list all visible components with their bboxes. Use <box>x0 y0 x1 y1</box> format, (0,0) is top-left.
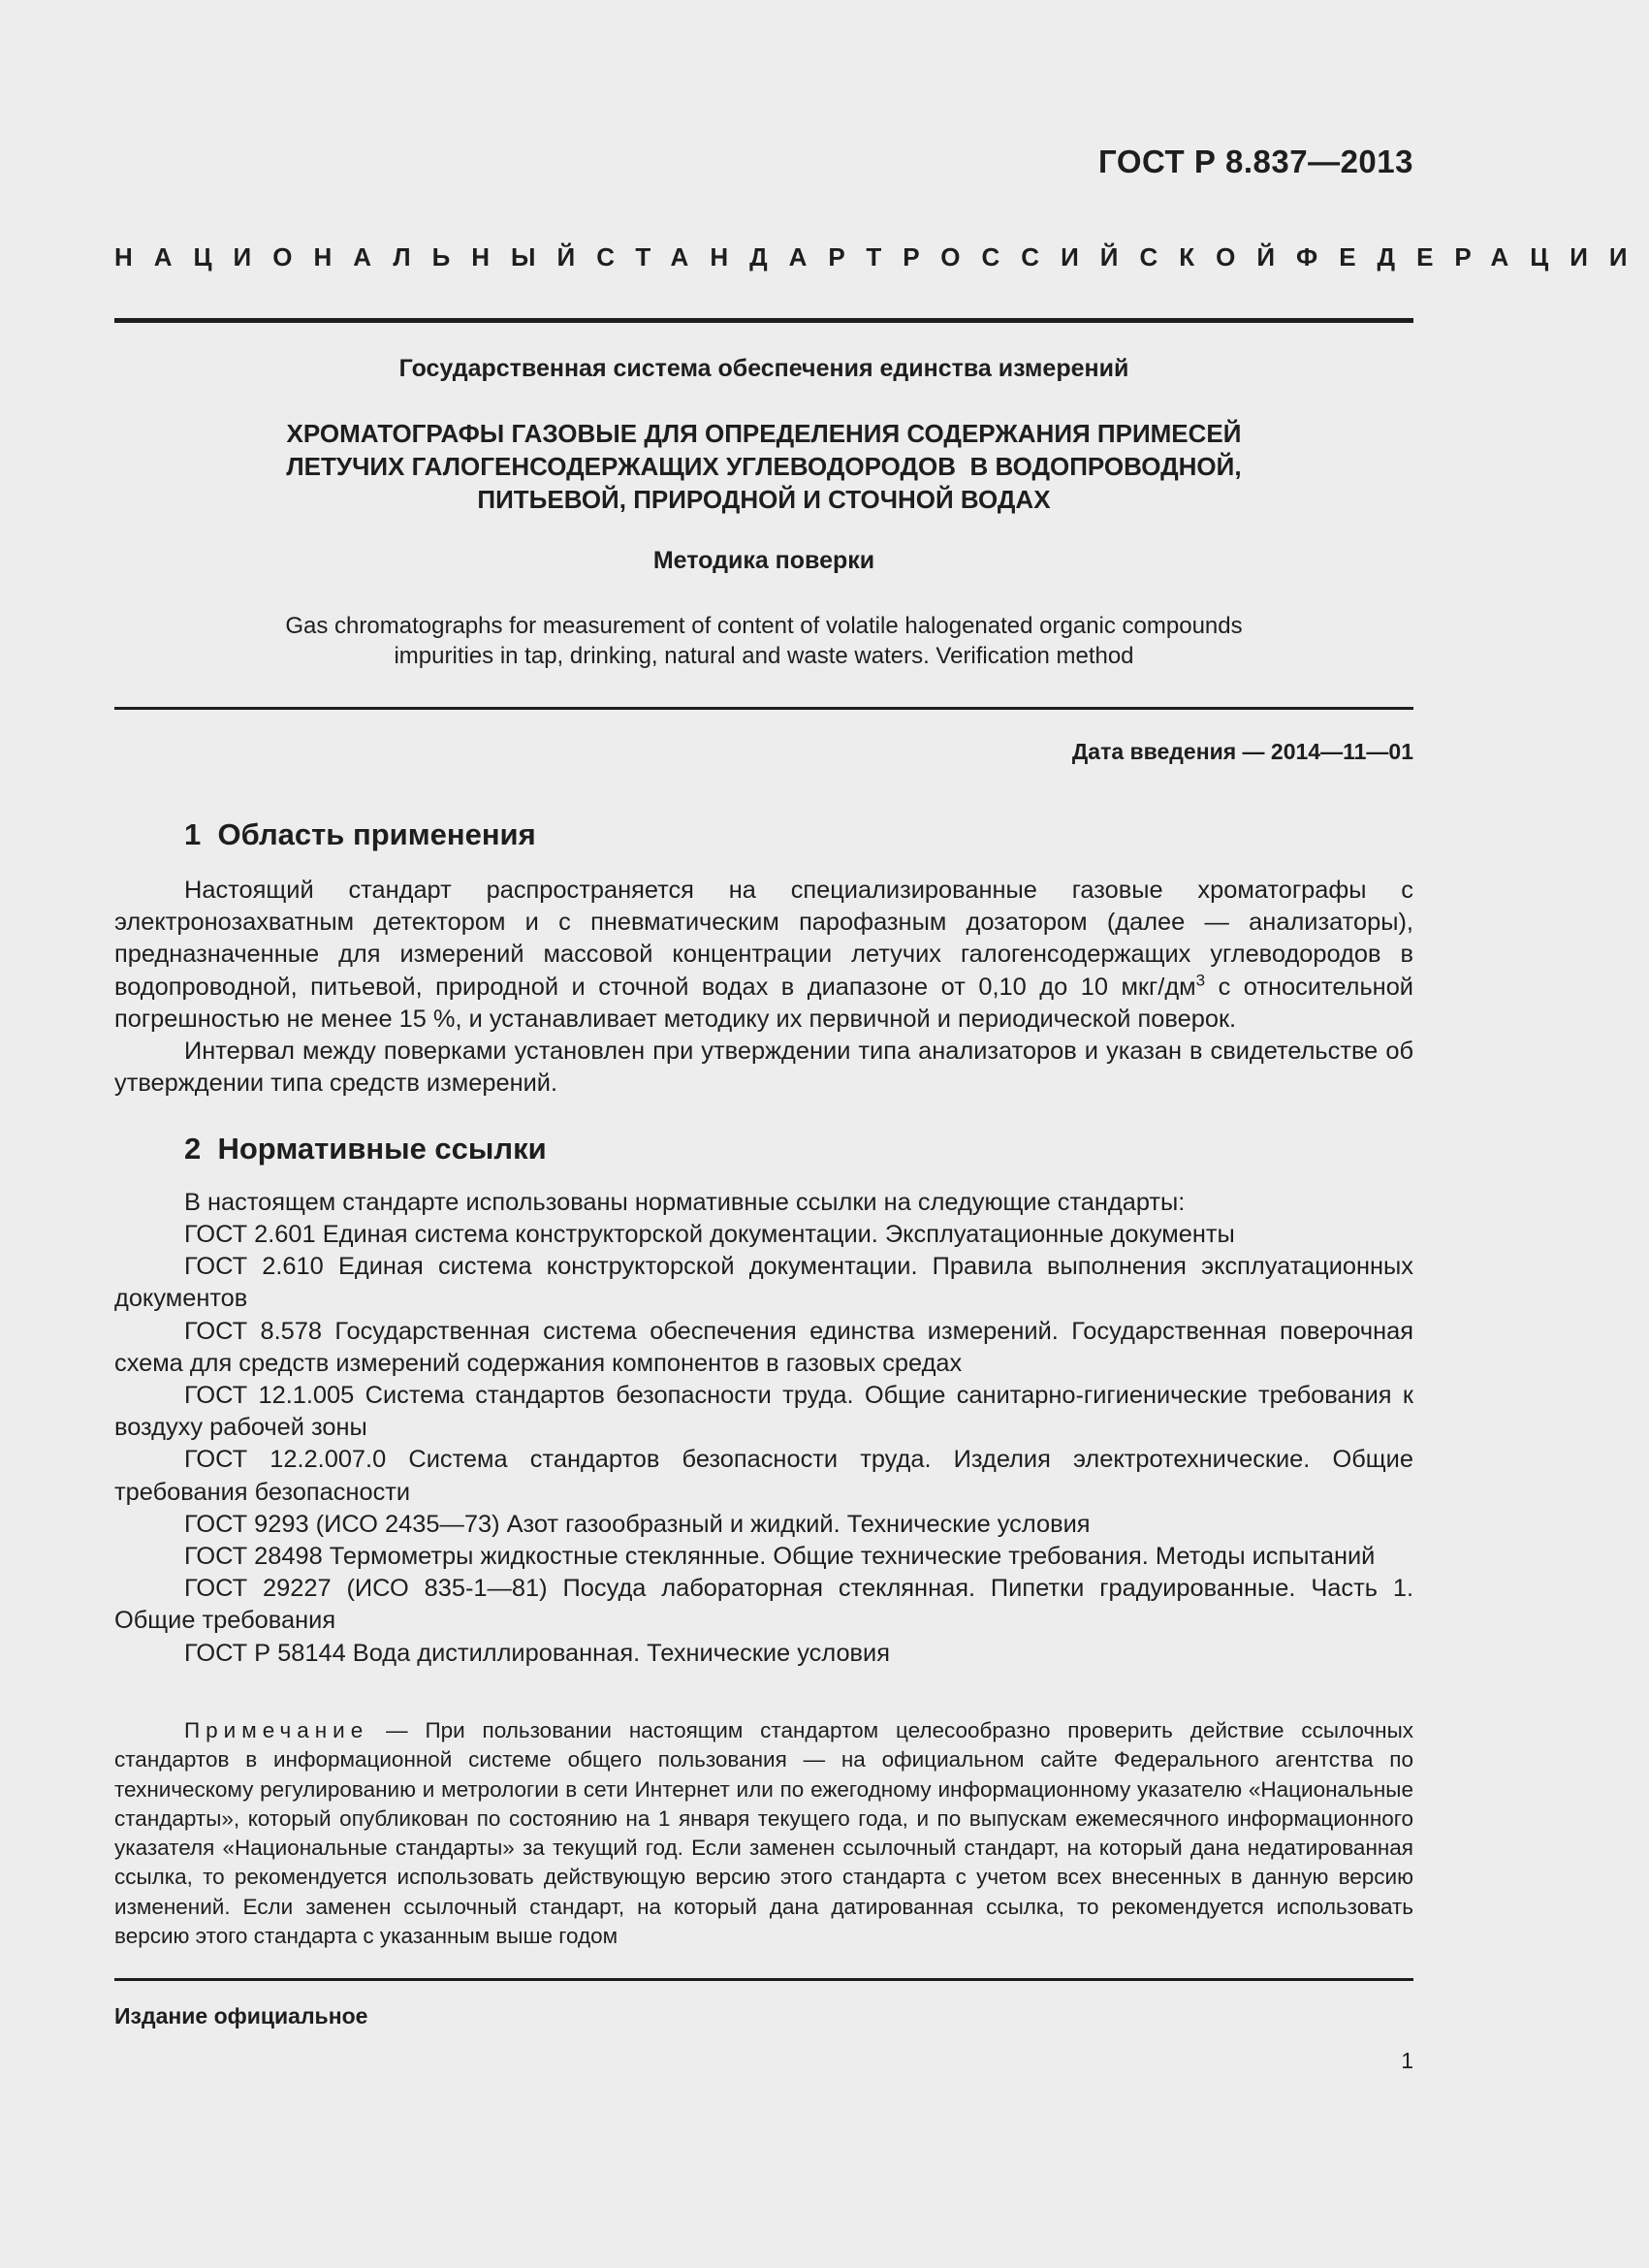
main-title-line: ЛЕТУЧИХ ГАЛОГЕНСОДЕРЖАЩИХ УГЛЕВОДОРОДОВ В ВОДОПРОВОДНОЙ, <box>286 452 1242 481</box>
banner-word: СТАНДАРТ <box>596 242 904 272</box>
main-title-line: ПИТЬЕВОЙ, ПРИРОДНОЙ И СТОЧНОЙ ВОДАХ <box>477 485 1051 514</box>
section-1-paragraph <box>114 875 1413 1036</box>
reference-item: ГОСТ 12.2.007.0 Система стандартов безопасности труда. Изделия электротехнические. Общие требования безопасности <box>114 1446 1413 1506</box>
main-title <box>114 417 1413 516</box>
section-2-heading: 2 Нормативные ссылки <box>184 1132 547 1166</box>
title-divider <box>114 707 1413 710</box>
reference-item: ГОСТ 28498 Термометры жидкостные стеклянные. Общие технические требования. Методы испытаний <box>184 1543 1376 1571</box>
national-standard-banner <box>114 242 1649 272</box>
english-title-line: impurities in tap, drinking, natural and waste waters. Verification method <box>394 643 1134 669</box>
paragraph-text: с относительной погрешностью не менее 15 %, и устанавливает методику их первичной и периодической поверок. <box>114 973 1413 1033</box>
banner-word: РОССИЙСКОЙ <box>903 242 1297 272</box>
document-number: ГОСТ Р 8.837—2013 <box>1098 144 1413 179</box>
reference-item: ГОСТ 9293 (ИСО 2435—73) Азот газообразный и жидкий. Технические условия <box>184 1510 1091 1538</box>
document-page <box>114 0 1649 2268</box>
method-subtitle: Методика поверки <box>652 547 875 574</box>
reference-item: ГОСТ 29227 (ИСО 835-1—81) Посуда лабораторная стеклянная. Пипетки градуированные. Часть 1. Общие требования <box>114 1575 1413 1635</box>
reference-item: ГОСТ Р 58144 Вода дистиллированная. Технические условия <box>184 1639 890 1667</box>
references-intro: В настоящем стандарте использованы нормативные ссылки на следующие стандарты: <box>184 1189 1186 1216</box>
english-title <box>114 611 1413 671</box>
references-list <box>114 1219 1413 1670</box>
section-1-heading: 1 Область применения <box>184 817 536 851</box>
page-number: 1 <box>1401 2048 1413 2073</box>
section-1-paragraph: Интервал между поверками установлен при утверждении типа анализаторов и указан в свидетельстве об утверждении типа средств измерений. <box>114 1038 1413 1098</box>
paragraph-text: Настоящий стандарт распространяется на специализированные газовые хроматографы с электронозахватным детектором и с пневматическим парофазным дозатором (далее — анализаторы), предназначенные для измерений массовой концентрации летучих галогенсодержащих углеводородов в водопроводной, питьевой, природной и сточной водах в диапазоне от 0,10 до 10 мкг/дм <box>114 877 1413 1001</box>
official-edition-label: Издание официальное <box>114 2003 368 2028</box>
header-divider <box>114 318 1413 323</box>
main-title-line: ХРОМАТОГРАФЫ ГАЗОВЫЕ ДЛЯ ОПРЕДЕЛЕНИЯ СОДЕРЖАНИЯ ПРИМЕСЕЙ <box>286 419 1242 448</box>
reference-item: ГОСТ 12.1.005 Система стандартов безопасности труда. Общие санитарно-гигиенические требования к воздуху рабочей зоны <box>114 1382 1413 1442</box>
banner-word: ФЕДЕРАЦИИ <box>1296 242 1649 272</box>
note-label: Примечание <box>184 1718 369 1742</box>
superscript: 3 <box>1195 971 1206 990</box>
reference-item: ГОСТ 2.601 Единая система конструкторской документации. Эксплуатационные документы <box>184 1221 1235 1248</box>
reference-item: ГОСТ 8.578 Государственная система обеспечения единства измерений. Государственная поверочная схема для средств измерений содержания компонентов в газовых средах <box>114 1317 1413 1377</box>
reference-item: ГОСТ 2.610 Единая система конструкторской документации. Правила выполнения эксплуатационных документов <box>114 1253 1413 1313</box>
note-text: — При пользовании настоящим стандартом целесообразно проверить действие ссылочных стандартов в информационной системе общего пользования — на официальном сайте Федерального агентства по техническому регулированию и метрологии в сети Интернет или по ежегодному информационному указателю «Национальные стандарты», который опубликован по состоянию на 1 января текущего года, и по выпускам ежемесячного информационного указателя «Национальные стандарты» за текущий год. Если заменен ссылочный стандарт, на который дана недатированная ссылка, то рекомендуется использовать действующую версию этого стандарта с учетом всех внесенных в данную версию изменений. Если заменен ссылочный стандарт, на который дана датированная ссылка, то рекомендуется использовать версию этого стандарта с указанным выше годом <box>114 1718 1413 1949</box>
introduction-date: Дата введения — 2014—11—01 <box>1071 739 1413 764</box>
references-note <box>114 1716 1413 1951</box>
banner-word: НАЦИОНАЛЬНЫЙ <box>114 242 597 272</box>
footer-divider <box>114 1978 1413 1981</box>
system-title: Государственная система обеспечения единства измерений <box>398 355 1129 382</box>
english-title-line: Gas chromatographs for measurement of content of volatile halogenated organic compounds <box>285 613 1243 639</box>
